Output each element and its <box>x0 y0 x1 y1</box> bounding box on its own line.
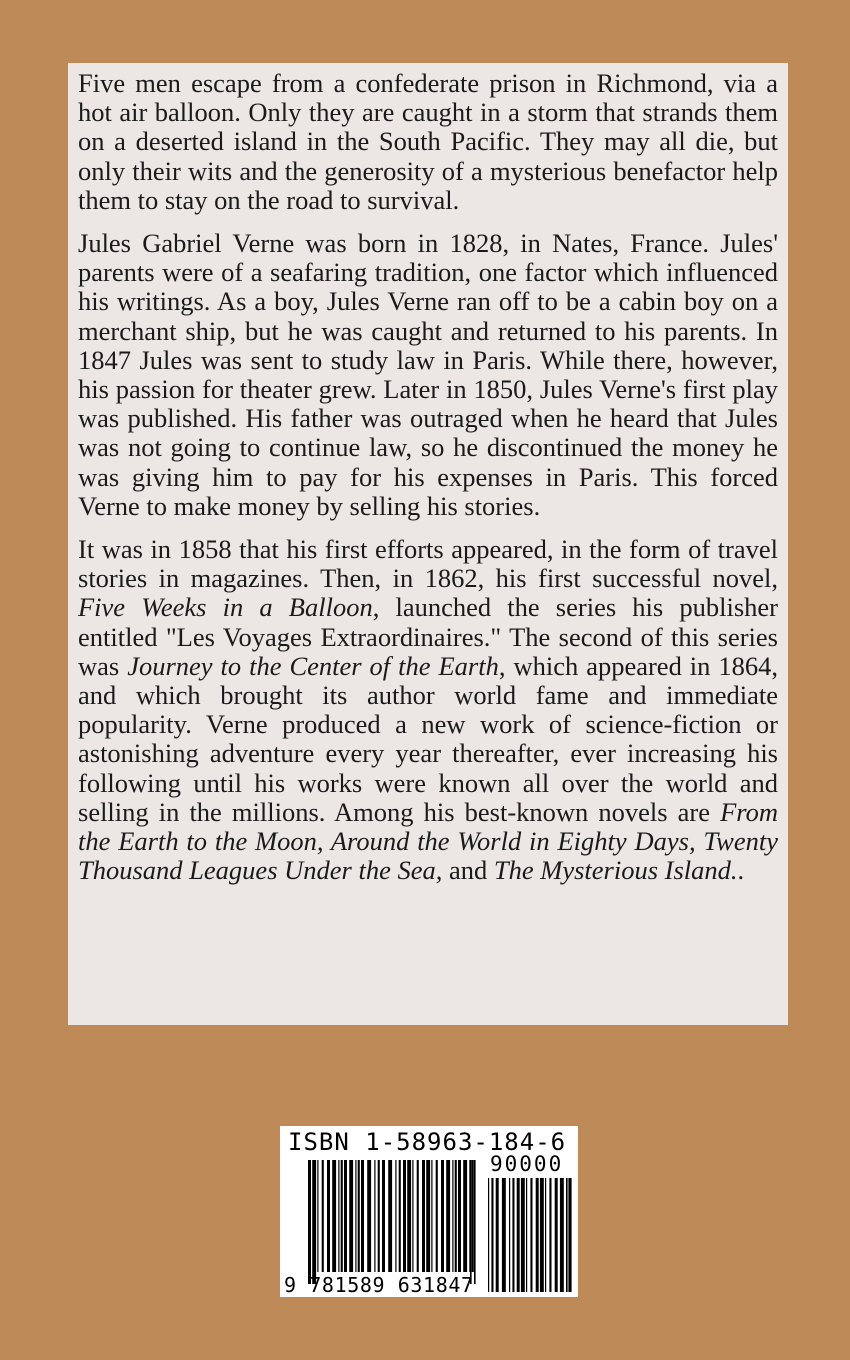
barcode-bar <box>540 1178 544 1292</box>
barcode-bar <box>536 1178 539 1292</box>
barcode-bar <box>426 1160 430 1272</box>
barcode-bar <box>341 1160 343 1272</box>
barcode-guard-bar <box>570 1178 572 1292</box>
barcode-bar <box>395 1160 396 1272</box>
barcode-bar <box>403 1160 406 1272</box>
barcode-guard-bar <box>566 1178 568 1292</box>
barcode-bar <box>463 1160 467 1272</box>
barcode-bar <box>361 1160 364 1272</box>
price-code-label: 90000 <box>490 1152 564 1176</box>
works-text-4: and <box>442 855 494 886</box>
barcode-bar <box>455 1160 457 1272</box>
isbn-barcode <box>280 1126 578 1297</box>
barcode-bar <box>509 1178 510 1292</box>
barcode-bar <box>446 1160 450 1272</box>
barcode-bars <box>280 1126 578 1297</box>
addon-bars-group <box>488 1178 572 1292</box>
barcode-bar <box>355 1160 356 1272</box>
barcode-bar <box>526 1178 527 1292</box>
titles-best-known: From the Earth to the Moon, Around the World in Eighty Days, Twenty Thousand Leagues Under the Sea, <box>78 796 778 886</box>
barcode-bar <box>472 1160 474 1272</box>
barcode-bar <box>388 1160 392 1272</box>
barcode-bar <box>417 1160 419 1272</box>
synopsis-paragraph: Five men escape from a confederate prison in Richmond, via a hot air balloon. Only they are caught in a storm that strands them on a deserted island in the South Pacific. They may all die, but only their wits and the generosity of a mysterious benefactor help them to stay on the road to survival. <box>78 68 778 215</box>
barcode-bar <box>441 1160 444 1272</box>
barcode-bar <box>452 1160 453 1272</box>
works-text-2: , launched the series his publisher entitled "Les Voyages Extraordinaires." The second of this series was <box>78 592 778 681</box>
barcode-bar <box>530 1178 532 1292</box>
barcode-guard-bar <box>470 1160 472 1284</box>
barcode-bar <box>458 1160 461 1272</box>
barcode-bar <box>399 1160 401 1272</box>
barcode-bar <box>407 1160 411 1272</box>
barcode-bar <box>322 1160 324 1272</box>
title-mysterious-island: The Mysterious Island. <box>493 855 738 886</box>
title-five-weeks: Five Weeks in a Balloon <box>78 592 373 623</box>
barcode-bar <box>344 1160 347 1272</box>
barcode-bar <box>332 1160 336 1272</box>
barcode-bar <box>374 1160 375 1272</box>
barcode-bar <box>555 1178 558 1292</box>
ean-bars-group <box>308 1160 476 1284</box>
title-journey: Journey to the Center of the Earth <box>127 650 499 681</box>
barcode-bar <box>312 1160 316 1284</box>
barcode-bar <box>488 1178 489 1292</box>
ean-number: 9 781589 631847 <box>284 1273 474 1297</box>
works-text-3: , which appeared in 1864, and which brought its author world fame and immediate popularity. Verne produced a new work of science-fiction or astonishing adventure every year thereafter, ever increasing his following until his works were known all over the world and selling in the millions. Among his best-known novels are <box>78 650 779 827</box>
barcode-bar <box>367 1160 371 1272</box>
barcode-bar <box>327 1160 330 1272</box>
barcode-bar <box>422 1160 425 1272</box>
barcode-bar <box>317 1160 318 1272</box>
barcode-bar <box>560 1178 564 1292</box>
barcode-bar <box>521 1178 525 1292</box>
barcode-bar <box>549 1178 551 1292</box>
barcode-bar <box>308 1160 311 1284</box>
barcode-bar <box>502 1178 506 1292</box>
blurb-panel <box>68 63 788 1025</box>
barcode-bar <box>358 1160 360 1272</box>
barcode-bar <box>512 1178 514 1292</box>
barcode-bar <box>545 1178 546 1292</box>
barcode-bar <box>378 1160 380 1272</box>
works-paragraph <box>78 535 778 885</box>
works-text-1: It was in 1858 that his first efforts appeared, in the form of travel stories in magazines. Then, in 1862, his first successful novel, <box>78 534 778 594</box>
barcode-bar <box>338 1160 339 1272</box>
barcode-bar <box>382 1160 385 1272</box>
barcode-bar <box>349 1160 353 1272</box>
barcode-bar <box>431 1160 432 1272</box>
barcode-bar <box>496 1178 499 1292</box>
barcode-bar <box>436 1160 438 1272</box>
barcode-bar <box>491 1178 493 1292</box>
barcode-bar <box>412 1160 413 1272</box>
isbn-label: ISBN 1-58963-184-6 <box>288 1128 567 1156</box>
works-text-5: . <box>737 855 745 886</box>
barcode-guard-bar <box>474 1160 476 1284</box>
barcode-bar <box>517 1178 520 1292</box>
author-bio-paragraph: Jules Gabriel Verne was born in 1828, in Nates, France. Jules' parents were of a seafaring tradition, one factor which influenced his writings. As a boy, Jules Verne ran off to be a cabin boy on a merchant ship, but he was caught and returned to his parents. In 1847 Jules was sent to study law in Paris. While there, however, his passion for theater grew. Later in 1850, Jules Verne's first play was published. His father was outraged when he heard that Jules was not going to continue law, so he discontinued the money he was giving him to pay for his expenses in Paris. This forced Verne to make money by selling his stories. <box>78 228 778 521</box>
